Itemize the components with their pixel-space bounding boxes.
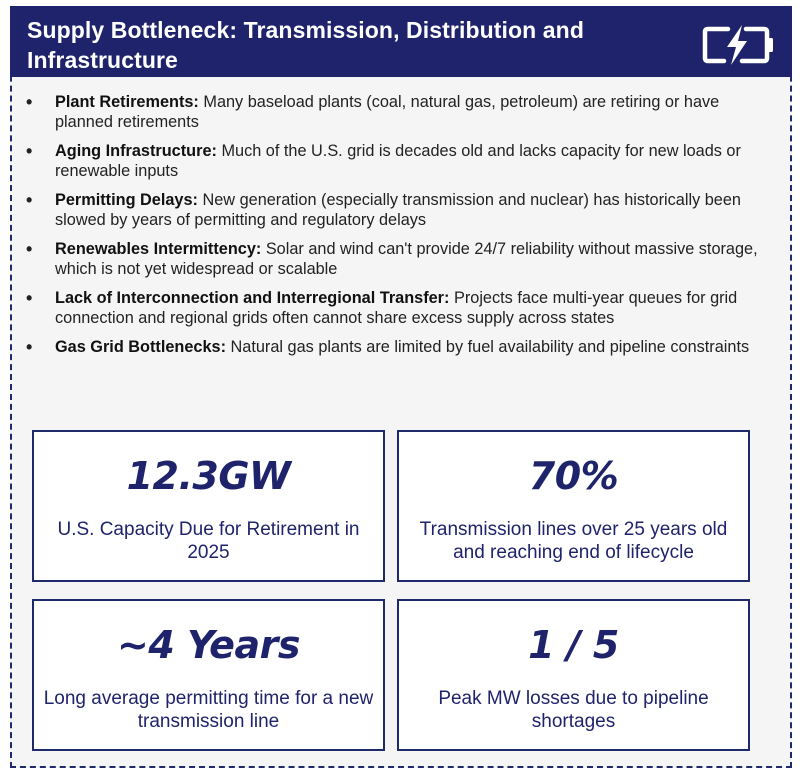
bullet-icon: • [26,337,33,357]
stat-card-pipeline [397,599,750,751]
bullet-title: Renewables Intermittency: [55,240,262,258]
bullet-list [22,92,762,366]
stat-card-permitting [32,599,385,751]
stat-card-transmission-age [397,430,750,582]
header-bar [10,6,792,77]
stat-value: 70% [528,454,619,498]
bullet-text: Many baseload plants (coal, natural gas, petroleum) are retiring or have planned retirements [55,93,720,131]
battery-charging-icon [702,25,774,65]
list-item [22,190,762,230]
bullet-icon: • [26,141,33,161]
bullet-title: Aging Infrastructure: [55,142,217,160]
bullet-text: Natural gas plants are limited by fuel availability and pipeline constraints [226,338,750,356]
stat-description: U.S. Capacity Due for Retirement in 2025 [57,519,360,563]
list-item [22,239,762,279]
stat-card-retirement [32,430,385,582]
bullet-text: Much of the U.S. grid is decades old and lacks capacity for new loads or renewable inputs [55,142,741,180]
page-title: Supply Bottleneck: Transmission, Distribution and Infrastructure [27,17,584,73]
bullet-icon: • [26,190,33,210]
bullet-icon: • [26,288,33,308]
stat-description: Transmission lines over 25 years old and reaching end of lifecycle [419,519,728,563]
stat-value: 1 / 5 [528,623,619,667]
bullet-text: Solar and wind can't provide 24/7 reliability without massive storage, which is not yet widespread or scalable [55,240,758,278]
stat-value: ~4 Years [117,623,300,667]
list-item [22,337,762,357]
list-item [22,92,762,132]
stat-value: 12.3GW [126,454,291,498]
bullet-title: Gas Grid Bottlenecks: [55,338,227,356]
stat-description: Peak MW losses due to pipeline shortages [438,688,709,732]
list-item [22,141,762,181]
bullet-text: New generation (especially transmission and nuclear) has historically been slowed by years of permitting and regulatory delays [55,191,741,229]
bullet-title: Permitting Delays: [55,191,198,209]
stat-description: Long average permitting time for a new transmission line [43,688,374,732]
bullet-title: Plant Retirements: [55,93,199,111]
bullet-icon: • [26,92,33,112]
list-item [22,288,762,328]
bullet-icon: • [26,239,33,259]
bullet-text: Projects face multi-year queues for grid connection and regional grids often cannot share excess supply across states [55,289,738,327]
bullet-title: Lack of Interconnection and Interregional Transfer: [55,289,450,307]
